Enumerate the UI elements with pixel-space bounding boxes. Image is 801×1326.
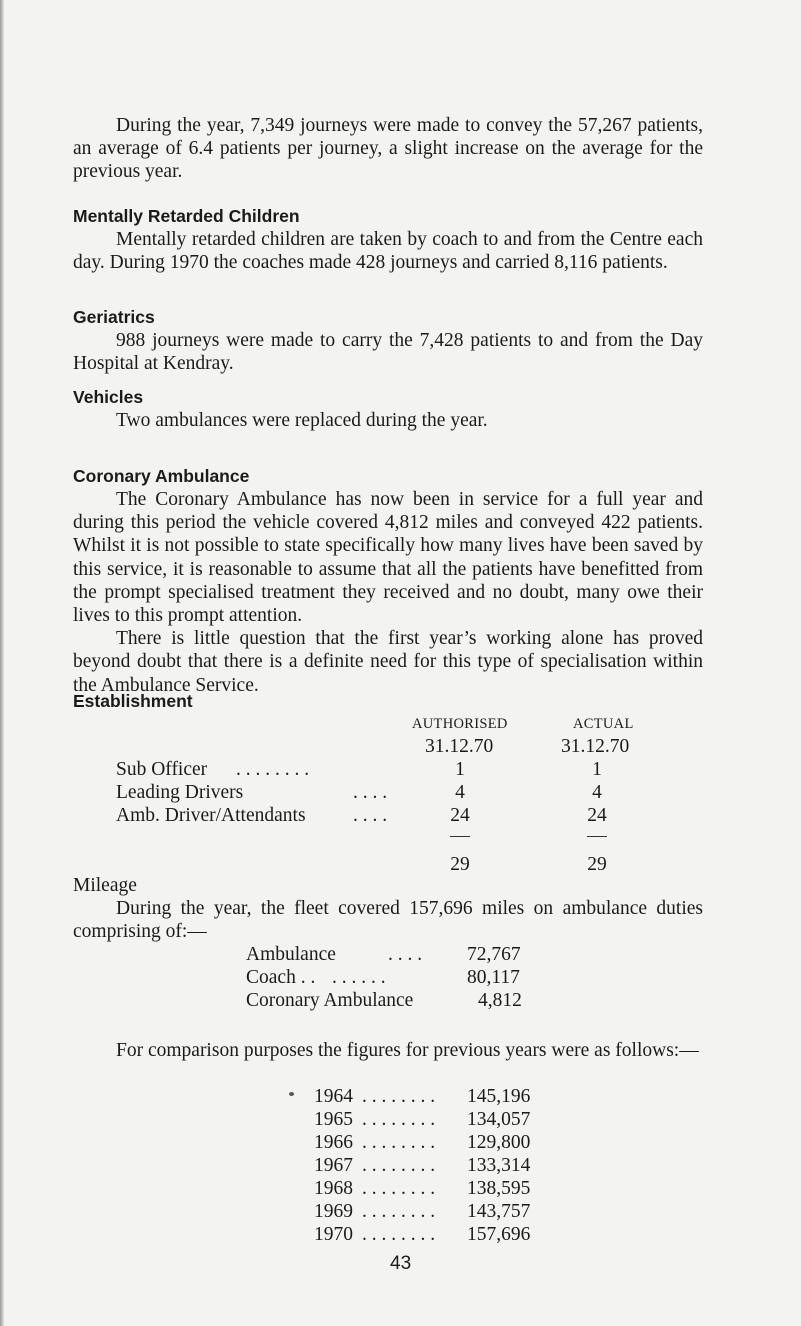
mileage-paragraph: During the year, the fleet covered 157,696 miles on ambulance duties comprising of:— [73,898,703,943]
vehicles-heading: Vehicles [73,387,144,407]
mileage-section [73,874,703,943]
ink-speck [289,1092,294,1096]
mileage-item-label: Coach . . [246,967,316,988]
year-label: 1966 [314,1132,353,1153]
establishment-row-authorised: 1 [455,759,465,780]
page-number: 43 [390,1253,412,1274]
establishment-heading: Establishment [73,691,193,711]
comparison-paragraph: For comparison purposes the figures for previous years were as follows:— [116,1040,699,1061]
establishment-row-authorised: 4 [455,782,465,803]
year-value: 129,800 [467,1132,531,1153]
year-value: 134,057 [467,1109,531,1130]
intro-paragraph: During the year, 7,349 journeys were made to convey the 57,267 patients, an average of 6.4 patients per journey, a slight increase on the average for the previous year. [73,115,703,183]
establishment-row-actual: 24 [587,805,607,826]
year-label: 1970 [314,1224,353,1245]
col-authorised-header: AUTHORISED [412,716,508,732]
mileage-item-dots: . . . . [388,944,423,965]
establishment-row-actual: 4 [592,782,602,803]
establishment-row-dots: . . . . [353,782,388,803]
mentally-retarded-heading: Mentally Retarded Children [73,206,300,226]
page-edge-shadow [0,0,4,1326]
establishment-row-dots: . . . . [353,805,388,826]
year-value: 143,757 [467,1201,531,1222]
year-label: 1968 [314,1178,353,1199]
total-rule-actual [587,836,607,837]
coronary-section [73,465,703,697]
coronary-paragraph-1: The Coronary Ambulance has now been in service for a full year and during this period the vehicle covered 4,812 miles and conveyed 422 patients. Whilst it is not possible to state specifically how many lives have been saved by this service, it is reasonable to assume that all the patients have benefitted from the prompt specialised treatment they received and no doubt, many owe their lives to this prompt attention. [73,489,703,627]
coronary-heading: Coronary Ambulance [73,466,250,486]
establishment-row-label: Amb. Driver/Attendants [116,805,306,826]
establishment-row-label: Sub Officer [116,759,208,780]
mileage-item-label: Coronary Ambulance [246,990,414,1011]
establishment-row-authorised: 24 [450,805,470,826]
year-dots: . . . . . . . . [362,1155,436,1176]
year-value: 145,196 [467,1086,531,1107]
year-dots: . . . . . . . . [362,1132,436,1153]
establishment-row-dots: . . . . . . . . [236,759,310,780]
year-label: 1967 [314,1155,353,1176]
year-dots: . . . . . . . . [362,1109,436,1130]
year-dots: . . . . . . . . [362,1224,436,1245]
date-authorised: 31.12.70 [425,736,494,757]
mileage-item-label: Ambulance [246,944,336,965]
establishment-section [73,690,703,713]
year-label: 1969 [314,1201,353,1222]
mileage-item-value: 80,117 [467,967,520,988]
geriatrics-paragraph: 988 journeys were made to carry the 7,428 patients to and from the Day Hospital at Kendray. [73,330,703,375]
total-authorised: 29 [450,854,470,875]
establishment-row-actual: 1 [592,759,602,780]
mileage-item-dots: . . . . . . [332,967,386,988]
year-label: 1964 [314,1086,353,1107]
year-label: 1965 [314,1109,353,1130]
mileage-item-value: 4,812 [478,990,522,1011]
mileage-heading: Mileage [73,875,137,896]
mentally-retarded-paragraph: Mentally retarded children are taken by coach to and from the Centre each day. During 1970 the coaches made 428 journeys and carried 8,116 patients. [73,229,703,274]
geriatrics-heading: Geriatrics [73,307,155,327]
year-value: 138,595 [467,1178,531,1199]
year-dots: . . . . . . . . [362,1178,436,1199]
year-value: 133,314 [467,1155,531,1176]
year-dots: . . . . . . . . [362,1086,436,1107]
year-dots: . . . . . . . . [362,1201,436,1222]
vehicles-section [73,386,703,432]
vehicles-paragraph: Two ambulances were replaced during the year. [116,410,488,431]
comparison-section [73,1039,703,1062]
total-actual: 29 [587,854,607,875]
col-actual-header: ACTUAL [573,716,634,732]
geriatrics-section [73,306,703,375]
coronary-paragraph-2: There is little question that the first year’s working alone has proved beyond doubt that there is a definite need for this type of specialisation within the Ambulance Service. [73,628,703,696]
total-rule-authorised [450,836,470,837]
intro-section [73,114,703,184]
mentally-retarded-section [73,205,703,274]
mileage-item-value: 72,767 [467,944,521,965]
year-value: 157,696 [467,1224,531,1245]
date-actual: 31.12.70 [561,736,630,757]
establishment-row-label: Leading Drivers [116,782,244,803]
